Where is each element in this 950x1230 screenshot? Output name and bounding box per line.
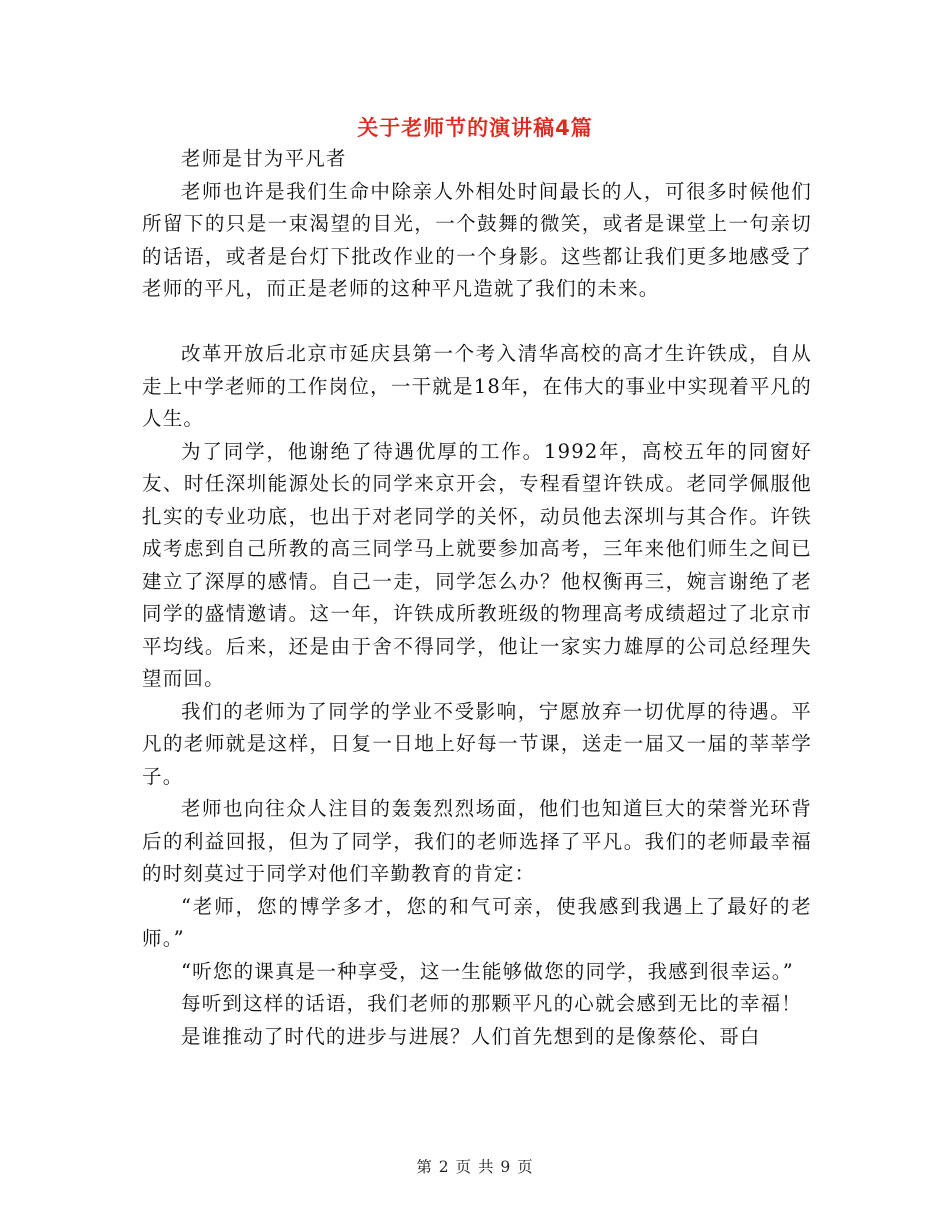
paragraph: “老师，您的博学多才，您的和气可亲，使我感到我遇上了最好的老师。” bbox=[142, 894, 812, 950]
paragraph: 是谁推动了时代的进步与进展？人们首先想到的是像蔡伦、哥白 bbox=[181, 1024, 761, 1048]
document-body bbox=[142, 143, 812, 1053]
paragraph: 为了同学，他谢绝了待遇优厚的工作。1992年，高校五年的同窗好友、时任深圳能源处长的同学来京开会，专程看望许铁成。老同学佩服他扎实的专业功底，也出于对老同学的关怀，动员他去深圳与其合作。许铁成考虑到自己所教的高三同学马上就要参加高考，三年来他们师生之间已建立了深厚的感情。自己一走，同学怎么办？他权衡再三，婉言谢绝了老同学的盛情邀请。这一年，许铁成所教班级的物理高考成绩超过了北京市平均线。后来，还是由于舍不得同学，他让一家实力雄厚的公司总经理失望而回。 bbox=[142, 439, 812, 690]
paragraph: 每听到这样的话语，我们老师的那颗平凡的心就会感到无比的幸福！ bbox=[181, 992, 803, 1015]
paragraph: “听您的课真是一种享受，这一生能够做您的同学，我感到很幸运。” bbox=[181, 959, 794, 983]
paragraph: 老师是甘为平凡者 bbox=[181, 147, 347, 170]
page-footer: 第 2 页 共 9 页 bbox=[416, 1158, 534, 1176]
paragraph: 改革开放后北京市延庆县第一个考入清华高校的高才生许铁成，自从走上中学老师的工作岗位，一干就是18年，在伟大的事业中实现着平凡的人生。 bbox=[142, 342, 812, 430]
paragraph: 老师也许是我们生命中除亲人外相处时间最长的人，可很多时候他们所留下的只是一束渴望的目光，一个鼓舞的微笑，或者是课堂上一句亲切的话语，或者是台灯下批改作业的一个身影。这些都让我们更多地感受了老师的平凡，而正是老师的这种平凡造就了我们的未来。 bbox=[142, 179, 812, 300]
paragraph: 老师也向往众人注目的轰轰烈烈场面，他们也知道巨大的荣誉光环背后的利益回报，但为了同学，我们的老师选择了平凡。我们的老师最幸福的时刻莫过于同学对他们辛勤教育的肯定： bbox=[142, 797, 812, 885]
document-title: 关于老师节的演讲稿4篇 bbox=[357, 116, 593, 140]
paragraph: 我们的老师为了同学的学业不受影响，宁愿放弃一切优厚的待遇。平凡的老师就是这样，日复一日地上好每一节课，送走一届又一届的莘莘学子。 bbox=[142, 699, 812, 788]
